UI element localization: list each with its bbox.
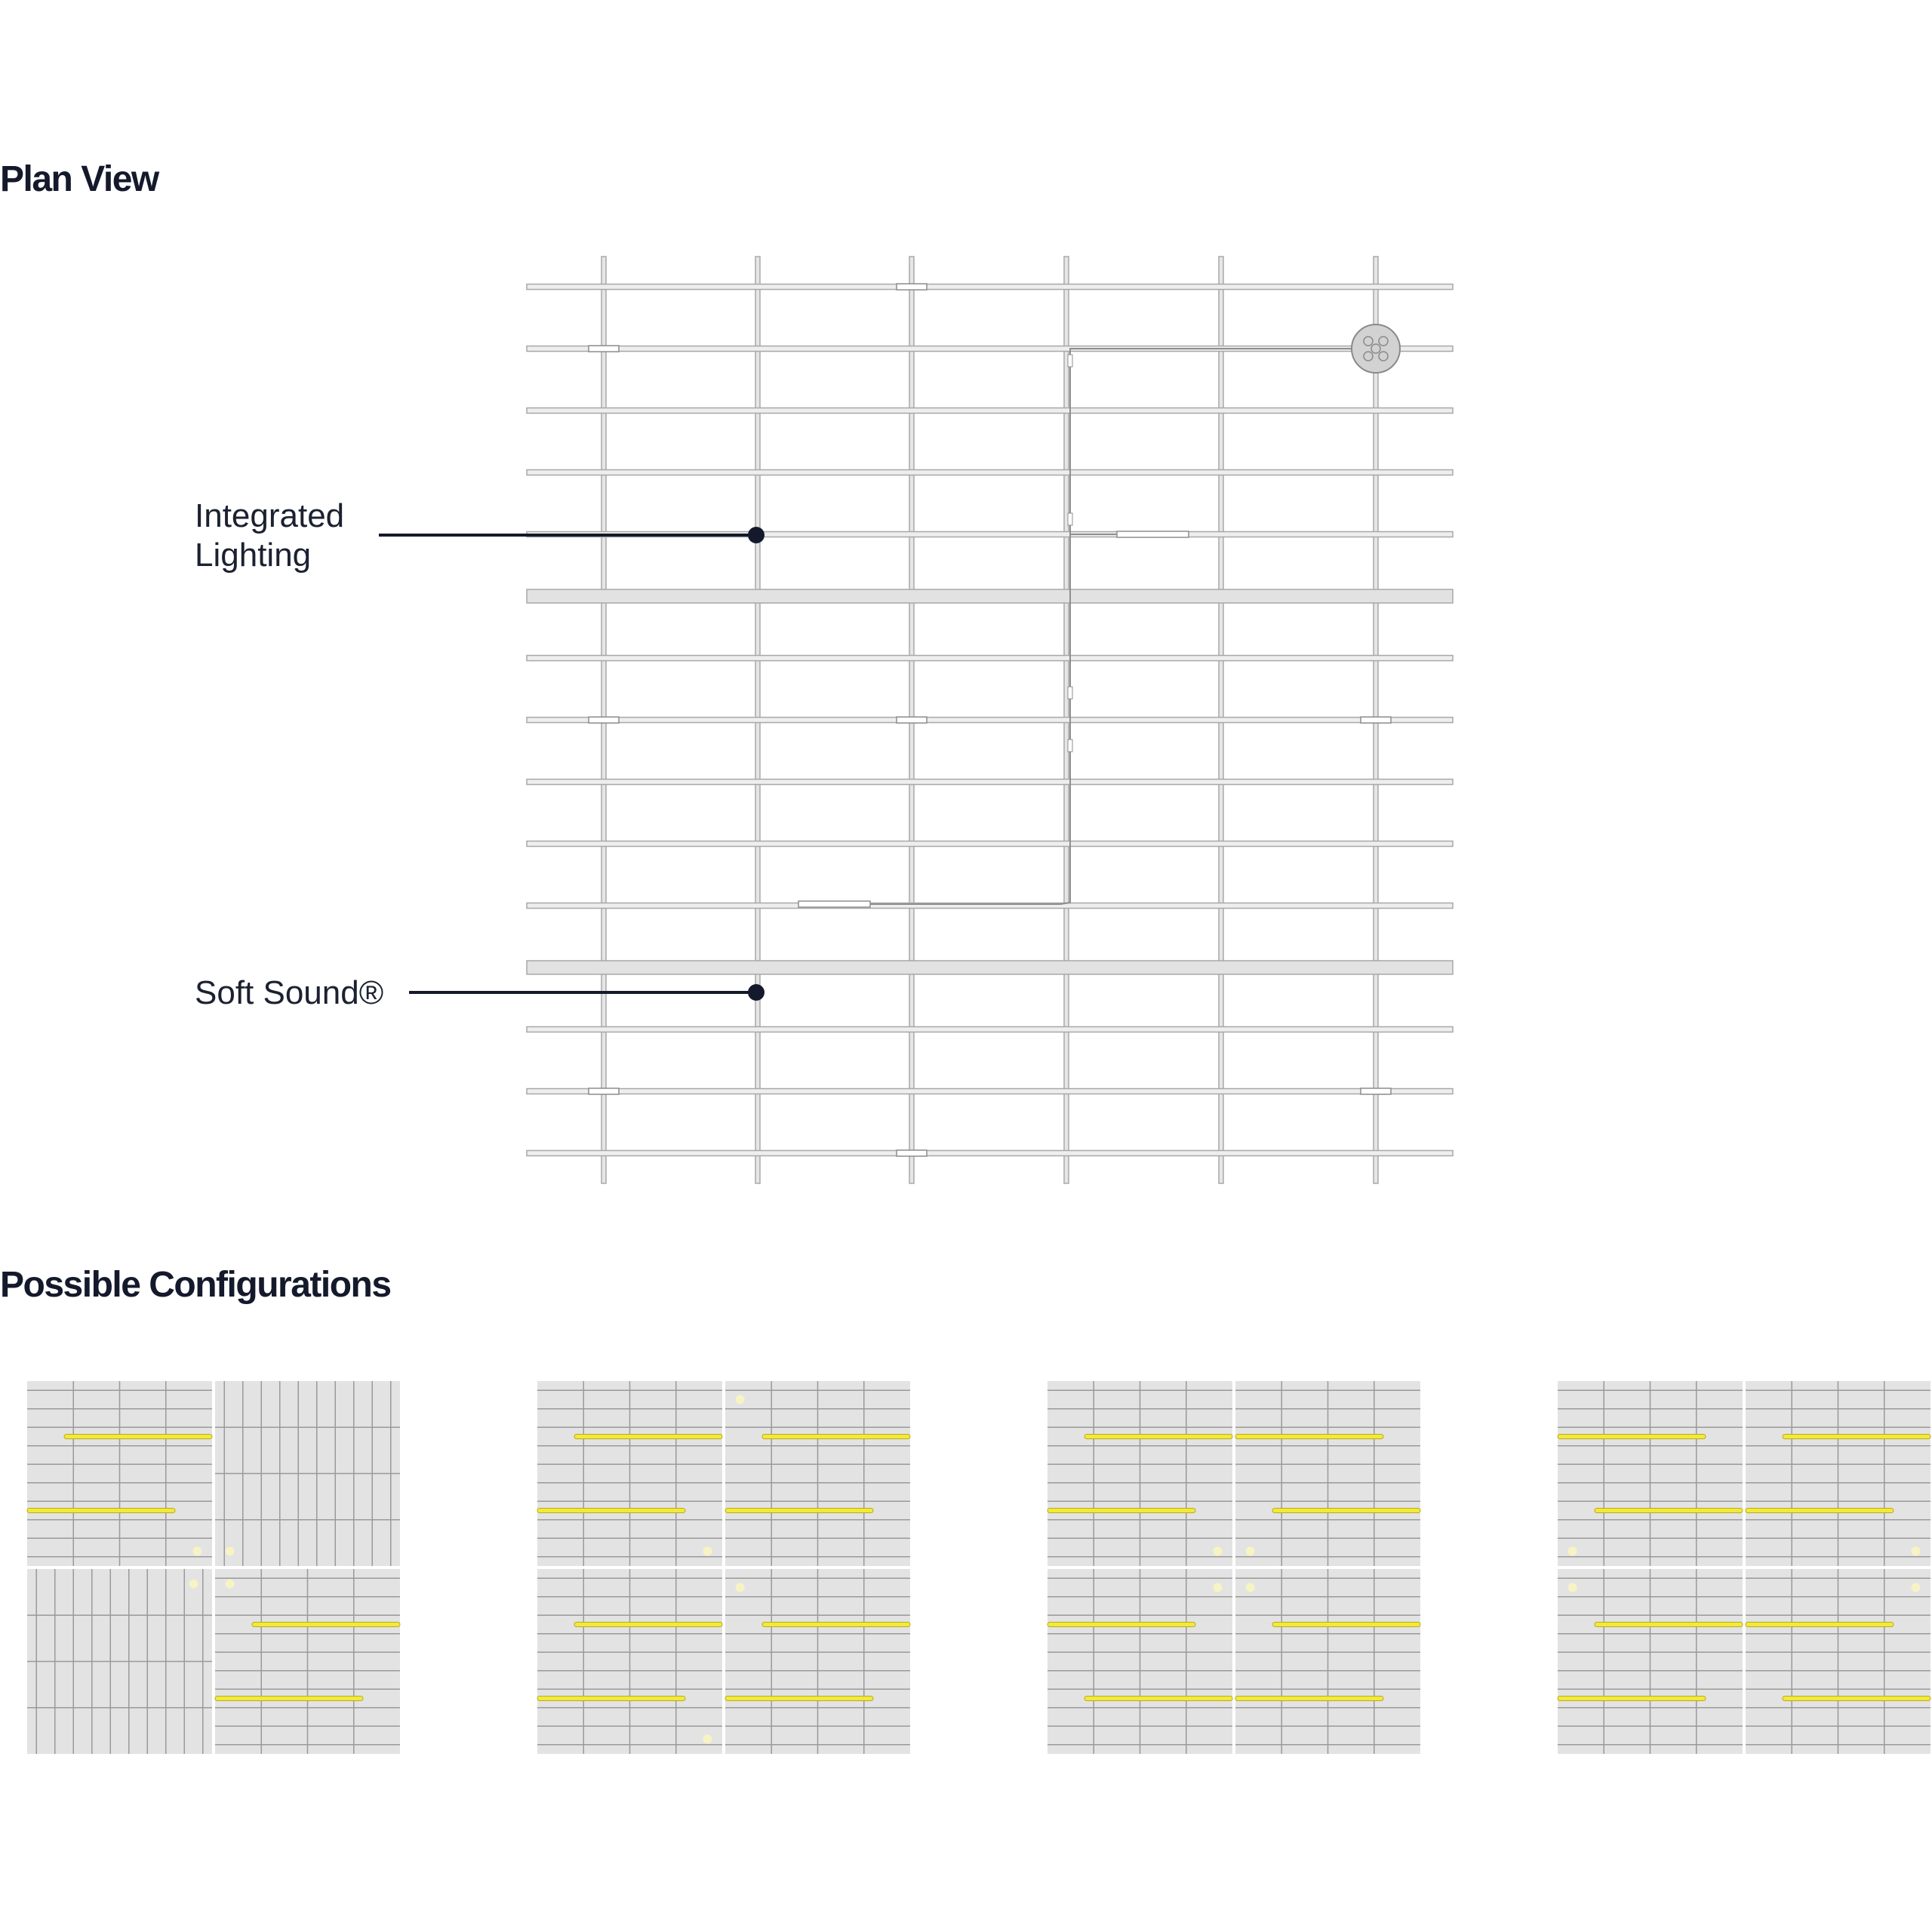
light-bar xyxy=(1235,1697,1383,1701)
light-bar xyxy=(1272,1509,1420,1513)
configuration-panel xyxy=(1048,1569,1232,1754)
light-bar xyxy=(1048,1623,1195,1627)
soft-sound-blade xyxy=(527,470,1453,475)
light-bar xyxy=(1084,1435,1232,1439)
soft-sound-blade xyxy=(527,1089,1453,1094)
light-bar xyxy=(1272,1623,1420,1627)
light-bar xyxy=(1746,1509,1894,1513)
driver-box xyxy=(798,901,870,907)
junction-box-icon xyxy=(1352,325,1400,373)
light-dot xyxy=(736,1395,745,1404)
light-bar xyxy=(725,1509,873,1513)
soft-sound-blade xyxy=(527,780,1453,785)
light-dot xyxy=(1213,1583,1222,1592)
light-dot xyxy=(1568,1583,1577,1592)
hanger-clip xyxy=(589,346,619,352)
callout-integrated-lighting-line-1: Integrated xyxy=(195,497,345,534)
light-dot xyxy=(1911,1583,1920,1592)
light-bar xyxy=(1558,1697,1706,1701)
configuration-panel xyxy=(537,1381,722,1566)
configuration-panel xyxy=(215,1569,400,1754)
light-bar xyxy=(27,1509,175,1513)
hanger-clip xyxy=(897,284,927,290)
configuration-panel xyxy=(1235,1381,1420,1566)
light-bar xyxy=(574,1435,722,1439)
possible-configurations-heading: Possible Configurations xyxy=(0,1265,391,1305)
light-bar xyxy=(252,1623,400,1627)
configuration-panel xyxy=(1558,1569,1743,1754)
cable-clip xyxy=(1068,355,1072,367)
integrated-lighting-blade xyxy=(527,961,1453,974)
hanger-clip xyxy=(1361,1088,1391,1094)
light-dot xyxy=(189,1580,198,1589)
callout-soft-sound xyxy=(195,974,764,1011)
soft-sound-blade xyxy=(527,656,1453,661)
light-bar xyxy=(64,1435,212,1439)
light-dot xyxy=(1911,1546,1920,1555)
cable-clip xyxy=(1068,740,1072,752)
svg-text:Lighting xyxy=(195,537,311,574)
cable-clip xyxy=(1068,513,1072,525)
power-cable xyxy=(1060,349,1376,904)
configuration-panel xyxy=(1746,1381,1930,1566)
light-dot xyxy=(226,1580,235,1589)
light-dot xyxy=(1246,1583,1255,1592)
light-dot xyxy=(703,1734,712,1743)
plan-view-grid xyxy=(527,257,1453,1183)
light-bar xyxy=(1746,1623,1894,1627)
light-bar xyxy=(1595,1623,1743,1627)
soft-sound-blade xyxy=(527,408,1453,414)
light-bar xyxy=(537,1697,685,1701)
configuration-panel xyxy=(27,1381,212,1566)
soft-sound-blade xyxy=(527,1151,1453,1156)
light-dot xyxy=(1246,1546,1255,1555)
wiring-run xyxy=(798,349,1376,907)
configuration-panel xyxy=(215,1381,400,1566)
light-dot xyxy=(703,1546,712,1555)
light-dot xyxy=(736,1583,745,1592)
hanger-clip xyxy=(897,1150,927,1156)
light-bar xyxy=(574,1623,722,1627)
light-bar xyxy=(1558,1435,1706,1439)
configuration-panel xyxy=(27,1569,212,1754)
configuration-panel xyxy=(725,1381,910,1566)
configuration-panel xyxy=(1558,1381,1743,1566)
configurations xyxy=(27,1381,1930,1754)
light-bar xyxy=(215,1697,363,1701)
configuration-panel xyxy=(725,1569,910,1754)
configuration-1 xyxy=(27,1381,400,1754)
leader-dot-icon xyxy=(748,527,764,543)
svg-text:Integrated xyxy=(195,497,344,534)
soft-sound-blade xyxy=(527,1027,1453,1032)
configuration-2 xyxy=(537,1381,910,1754)
svg-text:Soft Sound® xyxy=(195,974,383,1011)
cable-clip xyxy=(1068,687,1072,699)
callout-integrated-lighting xyxy=(195,497,764,574)
light-dot xyxy=(1568,1546,1577,1555)
configuration-panel xyxy=(1746,1569,1930,1754)
callout-integrated-lighting-line-2: Lighting xyxy=(195,537,312,574)
callouts xyxy=(195,497,764,1011)
configuration-panel xyxy=(1048,1381,1232,1566)
light-bar xyxy=(762,1435,910,1439)
configuration-3 xyxy=(1048,1381,1420,1754)
driver-box xyxy=(1117,531,1189,537)
light-bar xyxy=(725,1697,873,1701)
light-bar xyxy=(537,1509,685,1513)
light-dot xyxy=(1213,1546,1222,1555)
light-bar xyxy=(1783,1435,1930,1439)
configuration-panel xyxy=(537,1569,722,1754)
soft-sound-blade xyxy=(527,285,1453,290)
light-bar xyxy=(1084,1697,1232,1701)
callout-soft-sound-label: Soft Sound® xyxy=(195,974,384,1011)
hanger-clip xyxy=(897,717,927,723)
soft-sound-blade xyxy=(527,841,1453,847)
junction-box-body xyxy=(1352,325,1400,373)
light-bar xyxy=(1783,1697,1930,1701)
configuration-panel xyxy=(1235,1569,1420,1754)
hanger-clip xyxy=(1361,717,1391,723)
hanger-clip xyxy=(589,1088,619,1094)
light-dot xyxy=(226,1546,235,1555)
hanger-clip xyxy=(589,717,619,723)
light-bar xyxy=(1595,1509,1743,1513)
light-bar xyxy=(762,1623,910,1627)
light-bar xyxy=(1235,1435,1383,1439)
light-dot xyxy=(192,1546,202,1555)
configuration-4 xyxy=(1558,1381,1930,1754)
light-bar xyxy=(1048,1509,1195,1513)
leader-dot-icon xyxy=(748,984,764,1001)
soft-sound-blade xyxy=(527,718,1453,723)
plan-view-heading: Plan View xyxy=(0,159,158,199)
integrated-lighting-blade xyxy=(527,589,1453,603)
